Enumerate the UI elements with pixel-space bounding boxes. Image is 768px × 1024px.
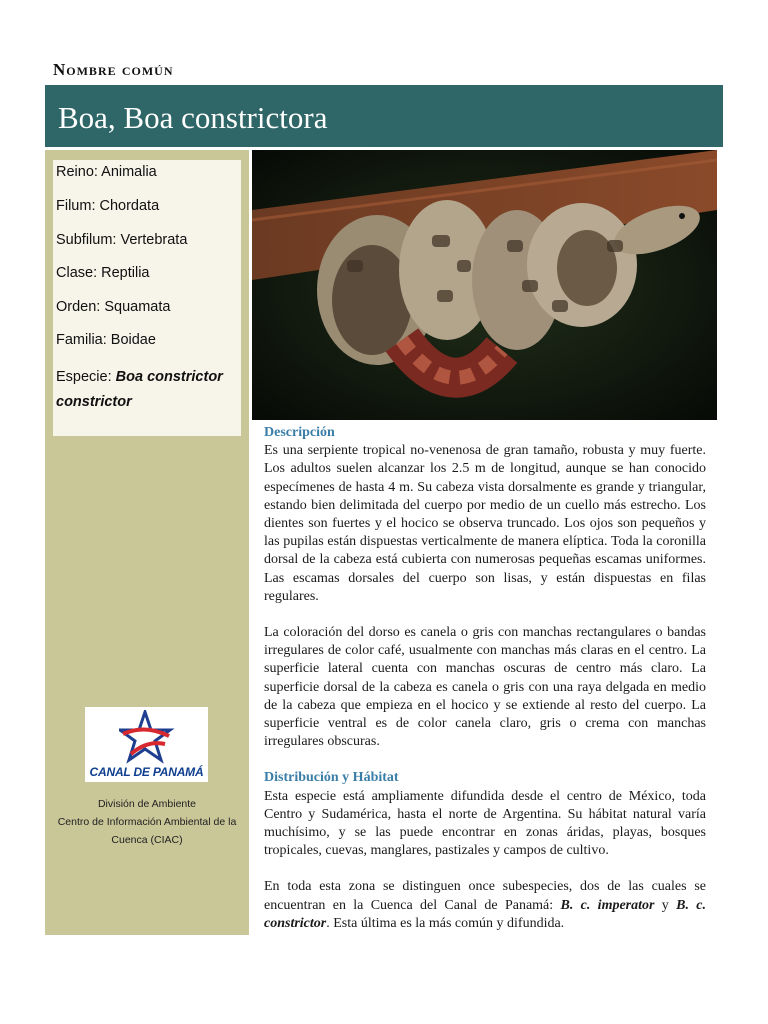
page-title: Boa, Boa constrictora [58, 100, 328, 135]
taxonomy-box [53, 160, 241, 436]
distribucion-p2-text-a: En toda esta zona se distinguen once subespecies, dos de las cuales se encuentran en la Cuenca del Canal de Panamá: [264, 879, 706, 913]
section-heading-descripcion: Descripción [264, 425, 335, 440]
taxonomy-especie [56, 365, 238, 415]
distribucion-paragraph-1: Esta especie está ampliamente difundida desde el centro de México, toda Centro y Sudamérica, hasta el norte de Argentina. Su hábitat natural varía muchísimo, y se las puede encontrar en zonas áridas, playas, bosques tropicales, cuevas, manglares, pastizales y campos de cultivo. [264, 788, 706, 859]
taxonomy-subfilum: Subfilum: Vertebrata [56, 232, 188, 248]
canal-logo [85, 707, 208, 782]
taxonomy-orden: Orden: Squamata [56, 299, 171, 315]
subspecies-constrictor: B. c. constrictor [264, 897, 707, 931]
title-bar [45, 85, 723, 147]
credit-line-2: Centro de Información Ambiental de la Cuenca (CIAC) [57, 816, 237, 846]
common-name-kicker: Nombre común [53, 60, 174, 79]
descripcion-paragraph-2: La coloración del dorso es canela o gris con manchas rectangulares o bandas irregulares de color café, usualmente con manchas más claras en el centro. La superficie lateral cuenta con manchas oscuras de centro más claro. La superficie dorsal de la cabeza es canela o gris con una raya delgada en medio de la cabeza que empieza en el hocico y se extiende al resto del cuerpo. La superficie ventral es de color canela claro, gris o crema con manchas irregulares obscuras. [264, 625, 706, 750]
distribucion-p2-text-e: . Esta última es la más común y difundida. [326, 915, 565, 931]
taxonomy-filum: Filum: Chordata [56, 198, 160, 214]
star-logo-icon [119, 710, 175, 764]
descripcion-paragraph-1: Es una serpiente tropical no-venenosa de gran tamaño, robusta y muy fuerte. Los adultos suelen alcanzar los 2.5 m de longitud, aunque se han conocido especímenes de hasta 4 m. Su cabeza vista dorsalmente es grande y triangular, estando bien delimitada del cuerpo por medio de un cuello más estrecho. Los dientes son fuertes y el hocico se observa truncado. Los ojos son pequeños y las pupilas están dispuestas verticalmente de manera elíptica. Toda la coronilla dorsal de la cabeza está cubierta con numerosas pequeñas escamas uniformes. Las escamas dorsales del cuerpo son lisas, y están dispuestas en filas regulares. [264, 443, 706, 604]
distribucion-p2-text-c: y [654, 897, 677, 913]
credit-line-1: División de Ambiente [97, 798, 197, 810]
canal-logo-text: CANAL DE PANAMÁ [89, 765, 204, 779]
taxonomy-clase: Clase: Reptilia [56, 265, 150, 281]
boa-photo-image [252, 150, 717, 420]
subspecies-imperator: B. c. imperator [560, 897, 655, 913]
credit-block [50, 795, 244, 849]
especie-value: Boa constrictor constrictor [56, 369, 223, 410]
taxonomy-reino: Reino: Animalia [56, 164, 157, 180]
especie-label: Especie: [56, 369, 116, 385]
distribucion-paragraph-2 [264, 878, 706, 933]
taxonomy-familia: Familia: Boidae [56, 332, 156, 348]
main-content [264, 424, 706, 951]
boa-photo [252, 150, 717, 420]
section-heading-distribucion: Distribución y Hábitat [264, 770, 399, 786]
